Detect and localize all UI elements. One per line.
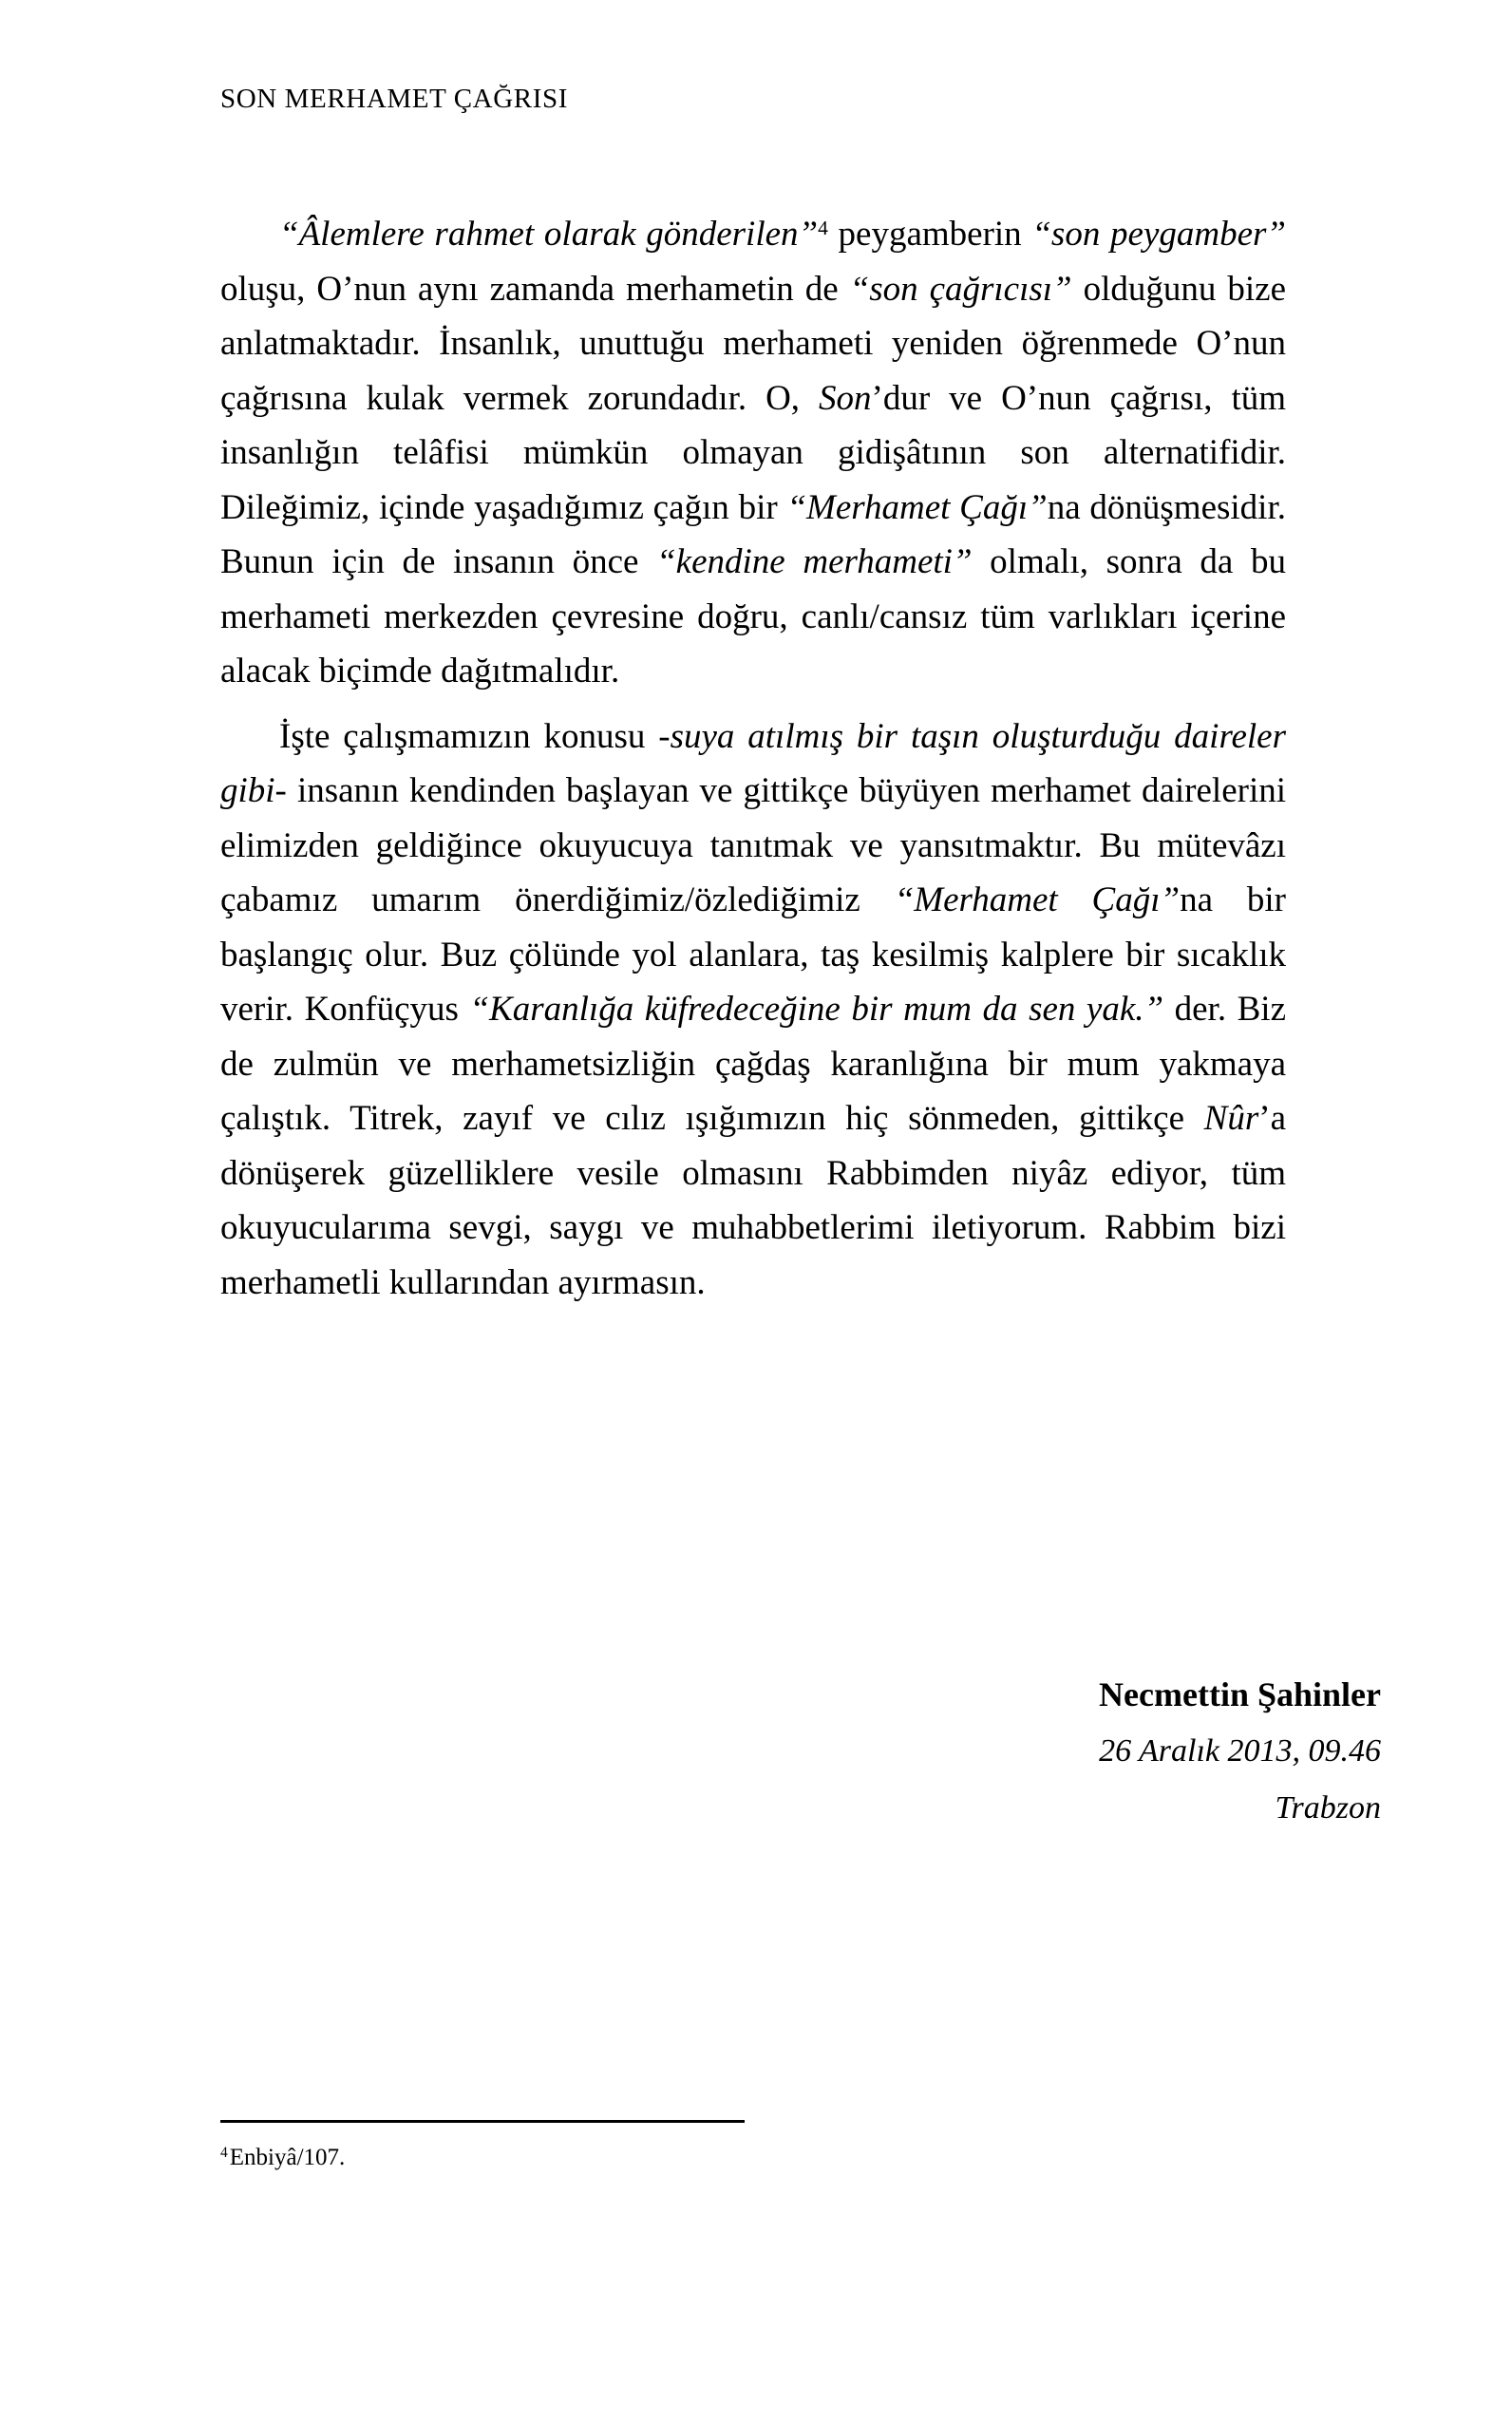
italic-run: Son	[819, 378, 872, 418]
italic-run: “Merhamet Çağı”	[786, 487, 1048, 527]
text-run: na bir başlangıç olur. Buz çölünde yol alanlara, taş kesilmiş kalplere bir sıcaklık verir. Konfüçyus	[220, 880, 1286, 1029]
text-run: na dönüşmesidir. Bunun için de insanın önce	[220, 487, 1286, 581]
running-header: SON MERHAMET ÇAĞRISI	[220, 84, 568, 114]
signature-place: Trabzon	[1275, 1790, 1381, 1826]
footnote-text: Enbiyâ/107.	[229, 2145, 346, 2170]
text-run: olmalı, sonra da bu merhameti merkezden çevresine doğru, canlı/cansız tüm varlıkları içerine alacak biçimde dağıtmalıdır.	[220, 542, 1287, 691]
footnote-reference: 4	[818, 216, 828, 239]
signature-author: Necmettin Şahinler	[1099, 1675, 1381, 1713]
signature-block	[220, 1669, 1381, 1834]
footnote-separator-rule	[220, 2120, 745, 2123]
italic-run: “son peygamber”	[1031, 215, 1286, 254]
text-run: İşte çalışmamızın konusu	[279, 716, 659, 756]
paragraph-2	[220, 710, 1286, 1311]
text-run: der. Biz de zulmün ve merhametsizliğin çağdaş karanlığına bir mum yakmaya çalıştık. Titrek, zayıf ve cılız ışığımızın hiç sönmeden, gittikçe	[220, 990, 1286, 1138]
text-run: peygamberin	[827, 215, 1032, 254]
italic-run: “Merhamet Çağı”	[894, 880, 1181, 919]
italic-run: Nûr	[1203, 1099, 1259, 1138]
text-run: oluşu, O’nun aynı zamanda merhametin de	[220, 269, 850, 309]
text-run: ’a dönüşerek güzelliklere vesile olmasını Rabbimden niyâz ediyor, tüm okuyucularıma sevgi, saygı ve muhabbetlerimi iletiyorum. Rabbim bizi merhametli kullarından ayırmasın.	[220, 1099, 1286, 1302]
footnote-area	[220, 2120, 1381, 2174]
italic-run: “Karanlığa küfredeceğine bir mum da sen yak.”	[469, 990, 1164, 1029]
footnote-marker: 4	[220, 2144, 228, 2161]
italic-run: “Âlemlere rahmet olarak gönderilen”	[279, 215, 819, 254]
italic-run: “kendine merhameti”	[656, 542, 973, 581]
text-run: insanın kendinden başlayan ve gittikçe büyüyen merhamet dairelerini elimizden geldiğince okuyucuya tanıtmak ve yansıtmaktır. Bu mütevâzı çabamız umarım önerdiğimiz/özlediğimiz	[220, 771, 1286, 919]
italic-run: -suya atılmış bir taşın oluşturduğu daireler gibi-	[220, 716, 1286, 810]
body-text-column	[220, 207, 1286, 1310]
italic-run: “son çağrıcısı”	[849, 269, 1072, 309]
signature-date: 26 Aralık 2013, 09.46	[1099, 1733, 1381, 1769]
text-run: olduğunu bize anlatmaktadır. İnsanlık, unuttuğu merhameti yeniden öğrenmede O’nun çağrısına kulak vermek zorundadır. O,	[220, 269, 1286, 418]
text-run: ’dur ve O’nun çağrısı, tüm insanlığın telâfisi mümkün olmayan gidişâtının son alternatifidir. Dileğimiz, içinde yaşadığımız çağın bir	[220, 378, 1287, 527]
paragraph-1	[220, 207, 1286, 699]
footnote-item	[220, 2142, 1381, 2174]
